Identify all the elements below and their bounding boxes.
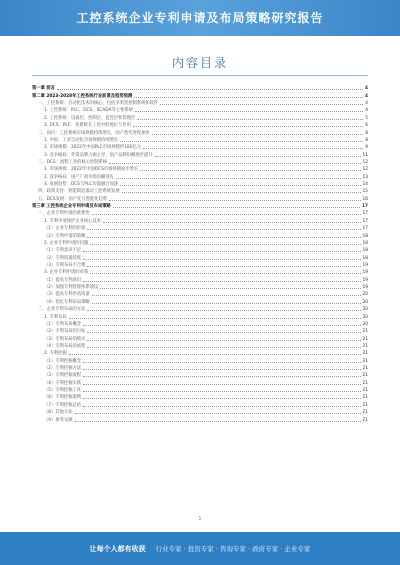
- toc-entry[interactable]: [32, 261, 368, 268]
- toc-entry-page: 21: [362, 343, 368, 349]
- toc-entry-text: （3）专利布局不合理: [44, 262, 86, 268]
- toc-entry-page: 21: [362, 351, 368, 357]
- toc-entry-text: 1. 市场规模：2022年中国DCS市场规模稳步增长: [44, 167, 139, 173]
- toc-entry-text: （7）专利挖掘总结: [44, 402, 82, 408]
- toc-entry-page: 14: [362, 182, 368, 188]
- toc-entry-text: 3. 竞争格局：外资品牌占据主导，国产品牌份额逐步提升: [44, 152, 153, 158]
- toc-entry[interactable]: [32, 216, 368, 223]
- toc-entry-text: （2）专利质量较低: [44, 255, 82, 261]
- toc-entry[interactable]: [32, 393, 368, 400]
- toc-entry-text: （5）专利挖掘工具: [44, 388, 82, 394]
- toc-entry[interactable]: [32, 378, 368, 385]
- toc-entry-text: 1. 专利布局: [44, 314, 67, 320]
- toc-entry-page: 5: [365, 115, 368, 121]
- toc-entry-page: 4: [365, 108, 368, 114]
- toc-entry-page: 21: [362, 388, 368, 394]
- toc-dot-leader: [90, 244, 360, 245]
- toc-entry[interactable]: [32, 253, 368, 260]
- toc-dot-leader: [83, 251, 360, 252]
- toc-entry-page: 21: [362, 395, 368, 401]
- toc-entry-page: 13: [362, 174, 368, 180]
- toc-entry[interactable]: [32, 194, 368, 201]
- toc-entry-text: （1）企业专利的价值: [44, 226, 86, 232]
- toc-entry[interactable]: [32, 239, 368, 246]
- toc-dot-leader: [120, 185, 360, 186]
- toc-entry[interactable]: [32, 128, 368, 135]
- toc-entry[interactable]: [32, 91, 368, 98]
- toc-dot-leader: [87, 229, 360, 230]
- toc-entry-text: 二、国内：工控系统市场规模持续增长，国产替代进程加快: [38, 130, 150, 136]
- table-of-contents: [32, 84, 368, 423]
- toc-entry[interactable]: [32, 113, 368, 120]
- toc-entry-text: （2）专利挖掘方法: [44, 366, 82, 372]
- toc-entry-page: 19: [362, 270, 368, 276]
- toc-entry-page: 19: [362, 262, 368, 268]
- toc-dot-leader: [134, 97, 363, 98]
- toc-entry-page: 4: [365, 86, 368, 92]
- toc-dot-leader: [87, 332, 360, 333]
- toc-entry-text: （1）专利意识不足: [44, 248, 82, 254]
- toc-entry-text: 三、DCS：流程工业的核心控制系统: [38, 159, 108, 165]
- toc-entry-text: （4）专利挖掘实践: [44, 380, 82, 386]
- toc-entry-text: 1. 工控系统：PLC、DCS、SCADA等主要系统: [44, 108, 133, 114]
- report-header-banner: [0, 0, 400, 36]
- toc-entry[interactable]: [32, 202, 368, 209]
- toc-entry-text: 2. 企业专利申请的问题: [44, 240, 89, 246]
- footer-banner: [0, 532, 400, 565]
- toc-entry[interactable]: [32, 320, 368, 327]
- toc-dot-leader: [69, 318, 361, 319]
- toc-entry-text: 第一章 前言: [32, 86, 55, 92]
- toc-entry-page: 17: [362, 218, 368, 224]
- toc-entry[interactable]: [32, 275, 368, 282]
- toc-entry-text: 五、DCS发展：国产化与智能化趋势: [38, 196, 108, 202]
- toc-dot-leader: [87, 266, 360, 267]
- toc-dot-leader: [83, 398, 360, 399]
- toc-divider: [32, 75, 368, 76]
- toc-entry[interactable]: [32, 356, 368, 363]
- toc-dot-leader: [83, 259, 360, 260]
- toc-entry-text: 2. 专利挖掘: [44, 351, 67, 357]
- toc-dot-leader: [160, 104, 363, 105]
- toc-entry-page: 17: [362, 211, 368, 217]
- toc-dot-leader: [92, 303, 361, 304]
- toc-entry[interactable]: [32, 312, 368, 319]
- toc-entry-text: 1. 中国：工业自动化市场规模持续增长: [44, 137, 119, 143]
- toc-entry-text: （3）专利挖掘流程: [44, 373, 82, 379]
- toc-dot-leader: [137, 119, 363, 120]
- toc-entry-text: （2）加强专利管理体系建设: [44, 285, 99, 291]
- toc-dot-leader: [87, 340, 360, 341]
- toc-entry-text: 四、政策支持：智能制造推动工控系统发展: [38, 189, 120, 195]
- toc-entry-text: 3. DCS、PLC：各系统在工控中的地位与作用: [44, 123, 131, 129]
- toc-dot-leader: [87, 237, 360, 238]
- toc-dot-leader: [83, 362, 360, 363]
- toc-dot-leader: [87, 310, 360, 311]
- toc-dot-leader: [116, 178, 361, 179]
- toc-entry[interactable]: [32, 283, 368, 290]
- toc-entry-text: 一、工控系统：自动化技术的核心，包括多类型控制系统和软件: [38, 101, 159, 107]
- toc-entry-page: 21: [362, 366, 368, 372]
- toc-entry[interactable]: [32, 180, 368, 187]
- toc-entry-page: 17: [362, 226, 368, 232]
- toc-entry-page: 21: [362, 329, 368, 335]
- toc-entry-page: 20: [362, 307, 368, 313]
- toc-entry-page: 19: [362, 285, 368, 291]
- toc-dot-leader: [92, 295, 361, 296]
- toc-entry[interactable]: [32, 143, 368, 150]
- toc-entry-text: 3. 企业专利申请的对策: [44, 270, 89, 276]
- toc-entry-page: 8: [365, 137, 368, 143]
- toc-dot-leader: [152, 134, 364, 135]
- toc-dot-leader: [83, 376, 360, 377]
- toc-entry-page: 21: [362, 417, 368, 423]
- toc-entry-text: （2）专利布局的目标: [44, 329, 86, 335]
- toc-title: 内容目录: [171, 56, 228, 70]
- toc-entry-text: 2. 竞争格局：国产厂商市场份额领先: [44, 174, 114, 180]
- toc-entry-page: 4: [365, 93, 368, 99]
- toc-entry[interactable]: [32, 231, 368, 238]
- report-title: 工控系统企业专利申请及布局策略研究报告: [76, 11, 324, 25]
- toc-entry[interactable]: [32, 158, 368, 165]
- toc-entry[interactable]: [32, 136, 368, 143]
- toc-entry[interactable]: [32, 172, 368, 179]
- toc-entry[interactable]: [32, 106, 368, 113]
- toc-entry[interactable]: [32, 371, 368, 378]
- toc-entry-page: 15: [362, 189, 368, 195]
- toc-entry-text: 第二章 2023-2028年工控系统行业前景及趋势预测: [32, 93, 133, 99]
- toc-entry[interactable]: [32, 327, 368, 334]
- toc-entry-page: 16: [362, 196, 368, 202]
- toc-entry-page: 20: [362, 321, 368, 327]
- toc-entry[interactable]: [32, 349, 368, 356]
- footer-tags: 行业专家 · 投资专家 · 咨询专家 · 政府专家 · 企业专家: [155, 545, 311, 553]
- toc-entry-page: 18: [362, 233, 368, 239]
- toc-dot-leader: [140, 170, 360, 171]
- toc-entry[interactable]: [32, 121, 368, 128]
- toc-entry-text: （8）其他方法: [44, 410, 73, 416]
- toc-entry-text: （9）参考文献: [44, 417, 73, 423]
- toc-dot-leader: [69, 354, 361, 355]
- toc-entry-page: 6: [365, 123, 368, 129]
- toc-entry-page: 8: [365, 130, 368, 136]
- toc-dot-leader: [87, 347, 360, 348]
- toc-entry-page: 12: [362, 159, 368, 165]
- toc-entry-page: 17: [362, 204, 368, 210]
- toc-entry-page: 21: [362, 402, 368, 408]
- toc-dot-leader: [90, 273, 360, 274]
- toc-entry-page: 21: [362, 336, 368, 342]
- toc-entry-page: 20: [362, 292, 368, 298]
- toc-dot-leader: [155, 156, 361, 157]
- toc-dot-leader: [135, 111, 363, 112]
- toc-dot-leader: [103, 222, 361, 223]
- toc-entry-page: 21: [362, 410, 368, 416]
- toc-entry-text: （4）专利布局的流程: [44, 343, 86, 349]
- footer-brand: 让每个人都有收获: [89, 544, 146, 553]
- toc-dot-leader: [92, 214, 361, 215]
- toc-entry-text: 3. 发展趋势：DCS与PLC功能融合加速: [44, 182, 119, 188]
- toc-dot-leader: [133, 126, 363, 127]
- toc-entry-text: 2. 工控系统：设备层、控制层、监控层和管理层: [44, 115, 136, 121]
- toc-entry-text: （6）专利挖掘案例: [44, 395, 82, 401]
- toc-entry[interactable]: [32, 297, 368, 304]
- toc-entry[interactable]: [32, 334, 368, 341]
- toc-dot-leader: [83, 406, 360, 407]
- toc-dot-leader: [120, 141, 363, 142]
- toc-entry-page: 12: [362, 167, 368, 173]
- toc-entry-page: 9: [365, 145, 368, 151]
- toc-entry[interactable]: [32, 209, 368, 216]
- toc-entry-text: （3）提高专利申请质量: [44, 292, 90, 298]
- toc-entry[interactable]: [32, 187, 368, 194]
- toc-entry-page: 11: [362, 152, 368, 158]
- toc-entry[interactable]: [32, 415, 368, 422]
- toc-entry-page: 18: [362, 240, 368, 246]
- toc-dot-leader: [75, 421, 361, 422]
- toc-dot-leader: [83, 384, 360, 385]
- toc-entry[interactable]: [32, 342, 368, 349]
- toc-entry-page: 20: [362, 299, 368, 305]
- toc-entry[interactable]: [32, 84, 368, 91]
- toc-dot-leader: [75, 413, 361, 414]
- toc-dot-leader: [83, 281, 360, 282]
- toc-entry-text: 第三章 工控系统企业专利申请及布局策略: [32, 204, 111, 210]
- toc-entry[interactable]: [32, 364, 368, 371]
- toc-entry[interactable]: [32, 408, 368, 415]
- toc-entry-page: 21: [362, 373, 368, 379]
- toc-entry[interactable]: [32, 150, 368, 157]
- toc-entry-text: （4）优化专利布局策略: [44, 299, 90, 305]
- toc-entry-page: 21: [362, 358, 368, 364]
- toc-entry[interactable]: [32, 305, 368, 312]
- toc-dot-leader: [100, 288, 360, 289]
- toc-entry[interactable]: [32, 99, 368, 106]
- toc-dot-leader: [143, 148, 363, 149]
- toc-entry-text: 二、企业专利布局的方法: [38, 307, 86, 313]
- toc-dot-leader: [83, 325, 360, 326]
- toc-entry[interactable]: [32, 165, 368, 172]
- toc-dot-leader: [122, 192, 361, 193]
- toc-dot-leader: [109, 200, 360, 201]
- page-number: 1: [198, 516, 202, 522]
- toc-entry-page: 18: [362, 255, 368, 261]
- toc-entry-text: 1. 专利申请保护企业核心技术: [44, 218, 102, 224]
- toc-entry-text: （1）专利挖掘概念: [44, 358, 82, 364]
- toc-entry-page: 21: [362, 380, 368, 386]
- toc-entry[interactable]: [32, 400, 368, 407]
- toc-entry-text: （1）专利布局概念: [44, 321, 82, 327]
- toc-entry-text: 2. 市场规模：2022年中国PLC市场规模约180亿元: [44, 145, 142, 151]
- toc-entry[interactable]: [32, 246, 368, 253]
- toc-entry-text: 一、企业专利申请的重要性: [38, 211, 90, 217]
- toc-entry[interactable]: [32, 224, 368, 231]
- toc-entry-text: （2）专利申请的策略: [44, 233, 86, 239]
- toc-entry[interactable]: [32, 386, 368, 393]
- toc-entry-page: 18: [362, 248, 368, 254]
- toc-entry-text: （3）专利布局的模式: [44, 336, 86, 342]
- toc-dot-leader: [113, 207, 360, 208]
- toc-dot-leader: [83, 391, 360, 392]
- toc-dot-leader: [109, 163, 360, 164]
- toc-dot-leader: [57, 89, 363, 90]
- toc-dot-leader: [83, 369, 360, 370]
- toc-entry-page: 20: [362, 314, 368, 320]
- toc-entry[interactable]: [32, 268, 368, 275]
- toc-entry-page: 19: [362, 277, 368, 283]
- toc-entry-text: （1）提高专利意识: [44, 277, 82, 283]
- toc-entry[interactable]: [32, 290, 368, 297]
- toc-entry-page: 4: [365, 101, 368, 107]
